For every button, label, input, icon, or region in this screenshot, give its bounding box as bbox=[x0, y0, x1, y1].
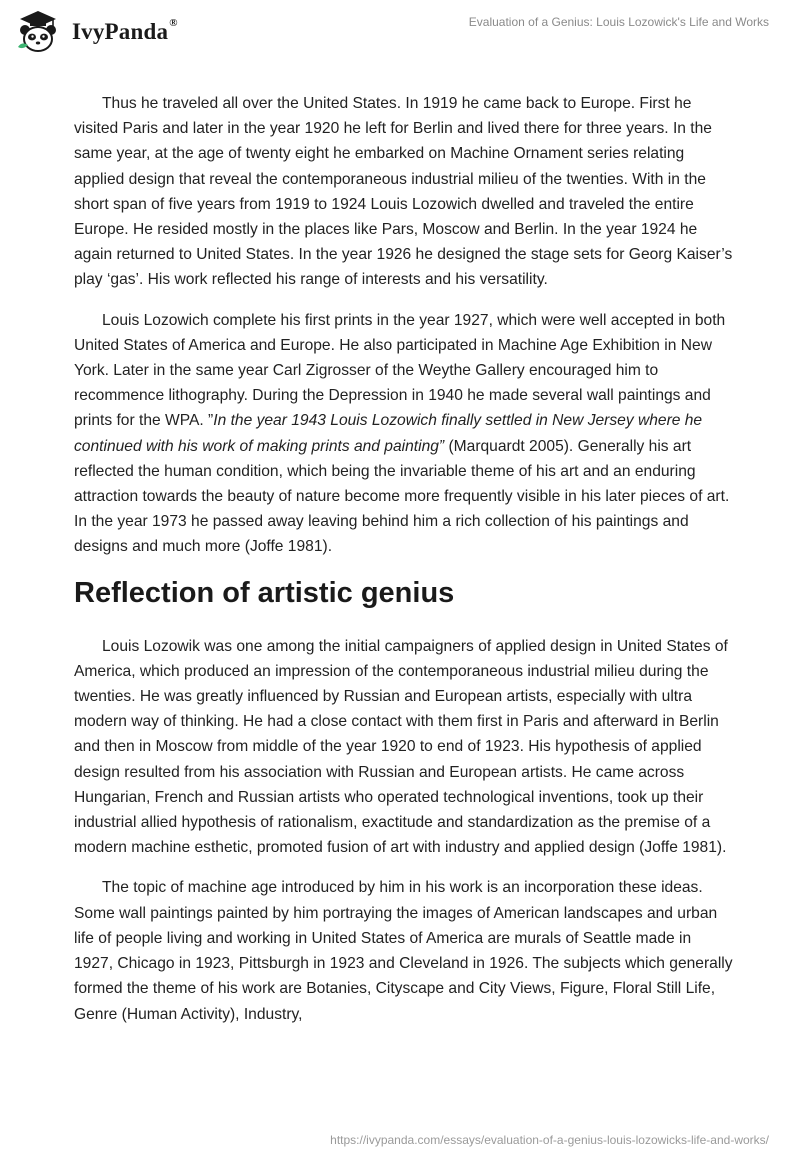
paragraph-travels: Thus he traveled all over the United States. In 1919 he came back to Europe. First he visited Paris and later in the year 1920 he left for Berlin and lived there for three years. In the same year, at the age of twenty eight he embarked on Machine Ornament series relating applied design that reveal the contemporaneous industrial milieu of the twenties. With in the short span of five years from 1919 to 1924 Louis Lozowich dwelled and traveled the entire Europe. He resided mostly in the places like Pars, Moscow and Berlin. In the year 1924 he again returned to United States. In the year 1926 he designed the stage sets for Georg Kaiser’s play ‘gas’. His work reflected his range of interests and his versatility. bbox=[74, 95, 733, 289]
paragraph-text: (Marquardt 2005). Generally his art reflected the human condition, which being the invariable theme of his art and an enduring attraction towards the beauty of nature become more frequently visible in his later pieces of art. In the year 1973 he passed away leaving behind him a rich collection of his paintings and designs and much more (Joffe 1981). bbox=[74, 437, 730, 556]
section-heading: Reflection of artistic genius bbox=[74, 576, 455, 609]
paragraph-machine-age: The topic of machine age introduced by him in his work is an incorporation these ideas. Some wall paintings painted by him portraying the images of American landscapes and urban life of people living and working in United States of America are murals of Seattle made in 1927, Chicago in 1923, Pittsburgh in 1923 and Cleveland in 1926. The subjects which generally formed the theme of his work are Botanies, Cityscape and City Views, Figure, Floral Still Life, Genre (Human Activity), Industry, bbox=[74, 879, 733, 1023]
quoted-text: In the year 1943 Louis Lozowich finally settled in New Jersey where he continued with his work of making prints and painting” bbox=[74, 412, 703, 455]
document-title: Evaluation of a Genius: Louis Lozowick's Life and Works bbox=[468, 15, 769, 29]
paragraph-influence: Louis Lozowik was one among the initial campaigners of applied design in United States of America, which produced an impression of the contemporaneous industrial milieu during the twenties. He was greatly influenced by Russian and European artists, especially with ultra modern way of thinking. He had a close contact with them first in Paris and afterward in Berlin and then in Moscow from middle of the year 1920 to end of 1923. His hypothesis of applied design resulted from his association with Russian and European artists. He came across Hungarian, French and Russian artists who operated technological inventions, took up their industrial allied hypothesis of rationalism, exactitude and standardization as the premise of a modern machine esthetic, promoted fusion of art with industry and applied design (Joffe 1981). bbox=[74, 637, 728, 857]
paragraph-prints bbox=[74, 308, 734, 560]
brand-name[interactable]: IvyPanda® bbox=[72, 17, 178, 44]
paragraph-text: Louis Lozowich complete his first prints in the year 1927, which were well accepted in both United States of America and Europe. He also participated in Machine Age Exhibition in New York. Later in the same year Carl Zigrosser of the Weythe Gallery encouraged him to recommence lithography. During the Depression in 1940 he made several wall paintings and prints for the WPA. ” bbox=[74, 311, 726, 430]
panda-graduate-logo-icon[interactable] bbox=[14, 7, 62, 55]
footer-url[interactable]: https://ivypanda.com/essays/evaluation-of-a-genius-louis-lozowicks-life-and-works/ bbox=[330, 1133, 769, 1147]
page-header bbox=[0, 0, 800, 60]
essay-body bbox=[74, 91, 734, 1027]
